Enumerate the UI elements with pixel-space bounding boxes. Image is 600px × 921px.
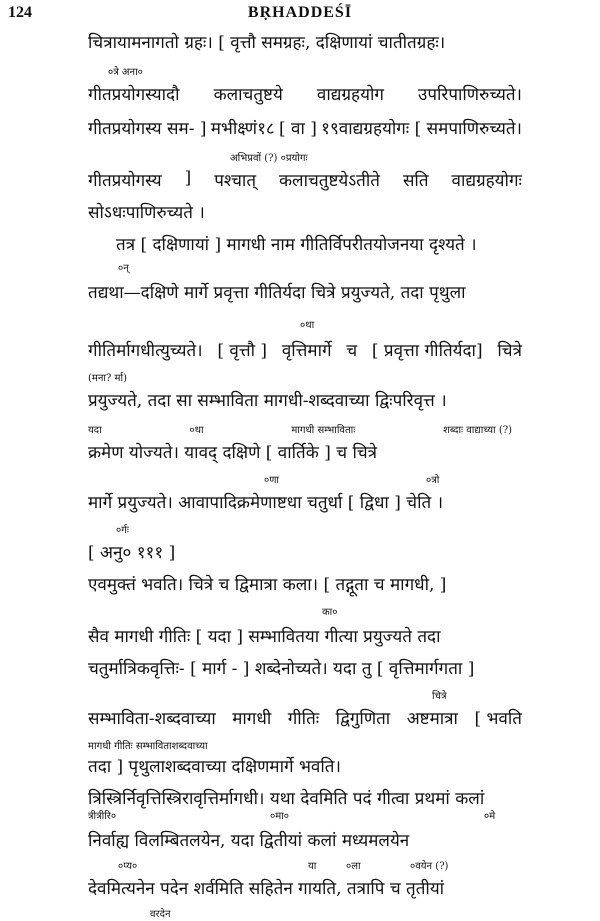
variant-note: ०णा: [264, 475, 280, 486]
variant-note: ०था: [300, 320, 315, 331]
variant-note: मागधी गीतिः सम्भाविताशब्दवाच्या: [88, 741, 208, 752]
text-line: त्रिस्त्रिर्निवृत्तिस्त्रिरावृत्तिर्मागधी। यथा देवमिति पदं गीत्वा प्रथमां कलां: [88, 789, 485, 809]
variant-note: त्रीत्रीरि०: [88, 811, 117, 822]
word-group: सम्भाविता-शब्दवाच्या: [88, 709, 216, 729]
text-line: [88, 116, 522, 139]
word-group: वृत्तिमार्गे: [281, 341, 332, 361]
word-group: वाद्यग्रहयोग: [316, 85, 384, 105]
variant-note: चित्रे: [432, 691, 447, 702]
word-group: शब्दाः वाद्याच्या (?): [443, 425, 512, 436]
word-group: गीतिर्मागधीत्युच्यते।: [88, 341, 203, 361]
page-number: 124: [8, 4, 32, 21]
variant-note: ०ला: [346, 861, 361, 872]
text-line: एवमुक्तं भवति। चित्रे च द्विमात्रा कला। [ तद्गूता च मागधी, ]: [88, 575, 447, 595]
word-group: अष्टमात्रा: [406, 709, 458, 729]
variant-note: वरदेन: [150, 909, 171, 920]
variant-note: ०त्रो: [426, 475, 440, 486]
variant-note: अभिप्रवों (?) ०प्रयोगः: [230, 153, 308, 164]
text-line: तद्यथा—दक्षिणे मार्गे प्रवृत्ता गीतिर्यदा चित्रे प्रयुज्यते, तदा पृथुला: [88, 283, 466, 303]
word-group: [ प्रवृत्ता गीतिर्यदा]: [371, 341, 483, 361]
text-line: मार्गे प्रयुज्यते। आवापादिक्रमेणाष्टधा चतुर्धा [ द्विधा ] चेति ।: [88, 493, 444, 513]
text-line: [88, 338, 522, 361]
text-line: [88, 82, 522, 105]
text-line: [88, 706, 522, 729]
word-group: [ वृत्तौ ]: [217, 341, 268, 361]
text-line: सोऽधःपाणिरुच्यते ।: [88, 203, 205, 223]
text-line: सैव मागधी गीतिः [ यदा ] सम्भावितया गीत्या प्रयुज्यते तदा: [88, 627, 441, 647]
running-head: BṚHADDEŚĪ: [247, 4, 353, 21]
variant-note: ०वयेन (?): [410, 861, 449, 872]
word-group: गीतप्रयोगस्य सम- ]: [88, 119, 207, 139]
word-group: [ वा ]: [278, 119, 317, 139]
text-line: तत्र [ दक्षिणायां ] मागधी नाम गीतिर्विपरीतयोजनया दृश्यते ।: [116, 235, 477, 255]
word-group: सति: [402, 171, 429, 191]
word-group: पश्चात्: [214, 171, 257, 191]
word-group: मागधी सम्भाविताः: [291, 425, 356, 436]
text-line: प्रयुज्यते, तदा सा सम्भाविता मागधी-शब्दवाच्या द्विःपरिवृत्त ।: [88, 391, 447, 411]
text-line: चित्रायामनागतो ग्रहः। [ वृत्तौ समग्रहः, दक्षिणायां चातीतग्रहः।: [88, 33, 446, 53]
word-group: गीतिः: [287, 709, 320, 729]
word-group: चित्रे: [497, 341, 522, 361]
variant-note: या: [308, 861, 317, 872]
word-group: मभीक्ष्णं१८: [210, 119, 275, 139]
text-line: [88, 168, 522, 191]
variant-note: [88, 422, 512, 436]
variant-note: का०: [322, 607, 338, 618]
text-line: [ अनु० १११ ]: [88, 543, 176, 563]
word-group: [ भवति: [474, 709, 522, 729]
word-group: मागधी: [232, 709, 272, 729]
variant-note: ०त्रे अना०: [108, 67, 143, 78]
text-line: चतुर्मात्रिकवृत्तिः- [ मार्ग - ] शब्देनोच्यते। यदा तु [ वृत्तिमार्गगता ]: [88, 659, 475, 679]
text-line: क्रमेण योज्यते। यावद् दक्षिणे [ वार्तिके ] च चित्रे: [88, 443, 378, 463]
word-group: च: [346, 341, 358, 361]
word-group: गीतप्रयोगस्यादौ: [88, 85, 180, 105]
variant-note: ०न्: [118, 263, 129, 274]
text-line: देवमित्यनेन पदेन शर्वमिति सहितेन गायति, तत्रापि च तृतीयां: [88, 879, 445, 899]
word-group: ]: [184, 168, 192, 188]
variant-note: (मना? र्मा): [88, 373, 128, 384]
text-line: निर्वाह्य विलम्बितलयेन, यदा द्वितीयां कलां मध्यमलयेन: [88, 831, 410, 851]
variant-note: ०मा०: [270, 811, 289, 822]
word-group: यदा: [88, 425, 102, 436]
word-group: वाद्यग्रहयोगः: [451, 171, 522, 191]
variant-note: ०प्य०: [118, 861, 138, 872]
text-line: तदा ] पृथुलाशब्दवाच्या दक्षिणमार्गे भवति।: [88, 757, 341, 777]
word-group: कलाचतुष्टये: [213, 85, 283, 105]
word-group: १९वाद्यग्रहयोगः [ समपाणिरुच्यते।: [321, 119, 522, 139]
variant-note: ०र्गः: [116, 525, 129, 536]
word-group: ०था: [189, 425, 204, 436]
word-group: कलाचतुष्टयेऽतीते: [278, 171, 380, 191]
word-group: गीतप्रयोगस्य: [88, 171, 162, 191]
variant-note: ०मे: [484, 811, 496, 822]
word-group: उपरिपाणिरुच्यते।: [418, 85, 522, 105]
word-group: द्विगुणिता: [335, 709, 391, 729]
